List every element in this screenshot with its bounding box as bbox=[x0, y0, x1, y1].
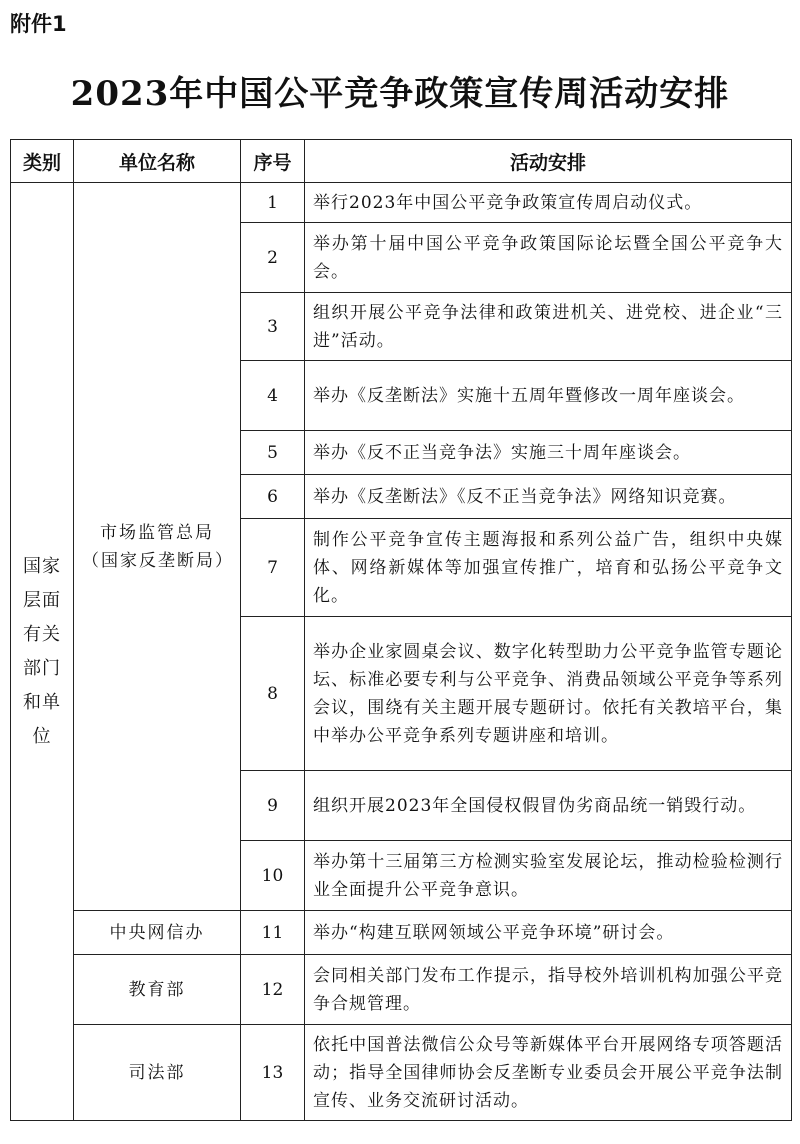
activity-cell: 举办企业家圆桌会议、数字化转型助力公平竞争监管专题论坛、标准必要专利与公平竞争、消费品领域公平竞争等系列会议，围绕有关主题开展专题研讨。依托有关教培平台，集中举办公平竞争系列专题讲座和培训。 bbox=[305, 617, 792, 771]
row-number: 2 bbox=[241, 223, 305, 293]
row-number: 13 bbox=[241, 1025, 305, 1121]
unit-cell-cac: 中央网信办 bbox=[74, 911, 241, 955]
page-title: 2023年中国公平竞争政策宣传周活动安排 bbox=[70, 74, 730, 114]
activity-cell: 依托中国普法微信公众号等新媒体平台开展网络专项答题活动；指导全国律师协会反垄断专业委员会开展公平竞争法制宣传、业务交流研讨活动。 bbox=[305, 1025, 792, 1121]
table-row bbox=[11, 183, 792, 223]
row-number: 1 bbox=[241, 183, 305, 223]
activity-cell: 举办第十三届第三方检测实验室发展论坛，推动检验检测行业全面提升公平竞争意识。 bbox=[305, 841, 792, 911]
activity-table bbox=[10, 139, 792, 1121]
activity-cell: 举办《反不正当竞争法》实施三十周年座谈会。 bbox=[305, 431, 792, 475]
unit-cell-samr: 市场监管总局（国家反垄断局） bbox=[74, 183, 241, 911]
column-header-activity: 活动安排 bbox=[305, 140, 792, 183]
table-row bbox=[11, 955, 792, 1025]
row-number: 8 bbox=[241, 617, 305, 771]
activity-cell: 举办《反垄断法》《反不正当竞争法》网络知识竞赛。 bbox=[305, 475, 792, 519]
row-number: 7 bbox=[241, 519, 305, 617]
unit-cell-moj: 司法部 bbox=[74, 1025, 241, 1121]
row-number: 6 bbox=[241, 475, 305, 519]
activity-cell: 举办《反垄断法》实施十五周年暨修改一周年座谈会。 bbox=[305, 361, 792, 431]
row-number: 3 bbox=[241, 293, 305, 361]
column-header-unit: 单位名称 bbox=[74, 140, 241, 183]
row-number: 11 bbox=[241, 911, 305, 955]
attachment-label: 附件1 bbox=[10, 12, 67, 36]
activity-cell: 组织开展2023年全国侵权假冒伪劣商品统一销毁行动。 bbox=[305, 771, 792, 841]
table-row bbox=[11, 911, 792, 955]
table-row bbox=[11, 1025, 792, 1121]
table-header-row bbox=[11, 140, 792, 183]
activity-cell: 举办“构建互联网领域公平竞争环境”研讨会。 bbox=[305, 911, 792, 955]
activity-cell: 组织开展公平竞争法律和政策进机关、进党校、进企业“三进”活动。 bbox=[305, 293, 792, 361]
row-number: 9 bbox=[241, 771, 305, 841]
row-number: 5 bbox=[241, 431, 305, 475]
activity-cell: 会同相关部门发布工作提示，指导校外培训机构加强公平竞争合规管理。 bbox=[305, 955, 792, 1025]
activity-cell: 举办第十届中国公平竞争政策国际论坛暨全国公平竞争大会。 bbox=[305, 223, 792, 293]
activity-cell: 举行2023年中国公平竞争政策宣传周启动仪式。 bbox=[305, 183, 792, 223]
column-header-number: 序号 bbox=[241, 140, 305, 183]
unit-cell-moe: 教育部 bbox=[74, 955, 241, 1025]
column-header-category: 类别 bbox=[11, 140, 74, 183]
activity-cell: 制作公平竞争宣传主题海报和系列公益广告，组织中央媒体、网络新媒体等加强宣传推广，培育和弘扬公平竞争文化。 bbox=[305, 519, 792, 617]
category-cell: 国家层面有关部门和单位 bbox=[11, 183, 74, 1121]
row-number: 12 bbox=[241, 955, 305, 1025]
row-number: 10 bbox=[241, 841, 305, 911]
row-number: 4 bbox=[241, 361, 305, 431]
